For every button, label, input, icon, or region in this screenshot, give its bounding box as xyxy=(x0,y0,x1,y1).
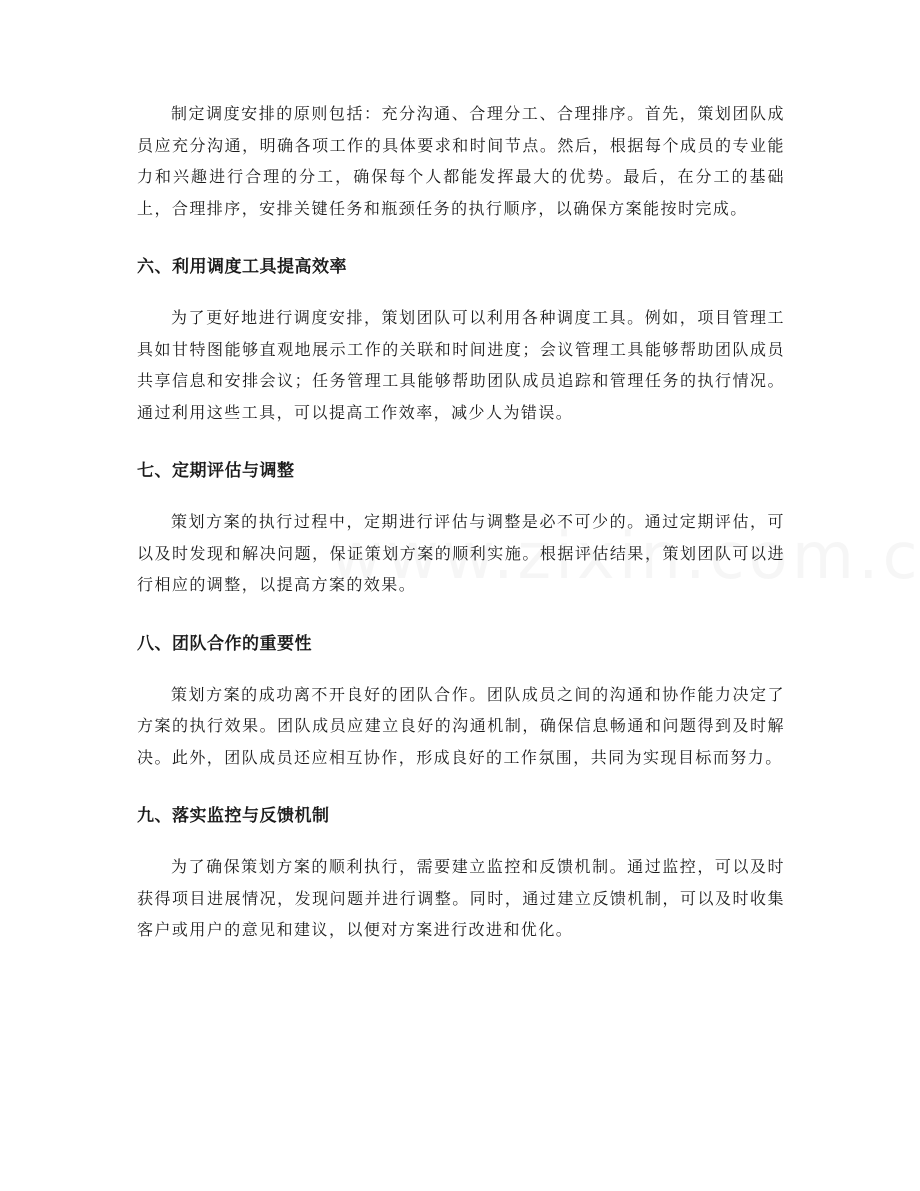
intro-paragraph: 制定调度安排的原则包括：充分沟通、合理分工、合理排序。首先，策划团队成员应充分沟通，明确各项工作的具体要求和时间节点。然后，根据每个成员的专业能力和兴趣进行合理的分工，确保每个人都能发挥最大的优势。最后，在分工的基础上，合理排序，安排关键任务和瓶颈任务的执行顺序，以确保方案能按时完成。 xyxy=(137,104,785,218)
section-paragraph-8: 策划方案的成功离不开良好的团队合作。团队成员之间的沟通和协作能力决定了方案的执行效果。团队成员应建立良好的沟通机制，确保信息畅通和问题得到及时解决。此外，团队成员还应相互协作，形成良好的工作氛围，共同为实现目标而努力。 xyxy=(137,684,785,767)
section-paragraph-9: 为了确保策划方案的顺利执行，需要建立监控和反馈机制。通过监控，可以及时获得项目进展情况，发现问题并进行调整。同时，通过建立反馈机制，可以及时收集客户或用户的意见和建议，以便对方案进行改进和优化。 xyxy=(137,857,785,939)
section-heading-9: 九、落实监控与反馈机制 xyxy=(137,806,330,826)
document-body xyxy=(137,98,785,946)
section-heading-7: 七、定期评估与调整 xyxy=(137,461,295,481)
section-heading-6: 六、利用调度工具提高效率 xyxy=(137,257,347,277)
section-paragraph-7: 策划方案的执行过程中，定期进行评估与调整是必不可少的。通过定期评估，可以及时发现和解决问题，保证策划方案的顺利实施。根据评估结果，策划团队可以进行相应的调整，以提高方案的效果。 xyxy=(137,512,785,594)
section-heading-8: 八、团队合作的重要性 xyxy=(137,633,312,654)
section-paragraph-6: 为了更好地进行调度安排，策划团队可以利用各种调度工具。例如，项目管理工具如甘特图能够直观地展示工作的关联和时间进度；会议管理工具能够帮助团队成员共享信息和安排会议；任务管理工具能够帮助团队成员追踪和管理任务的执行情况。通过利用这些工具，可以提高工作效率，减少人为错误。 xyxy=(137,308,785,422)
